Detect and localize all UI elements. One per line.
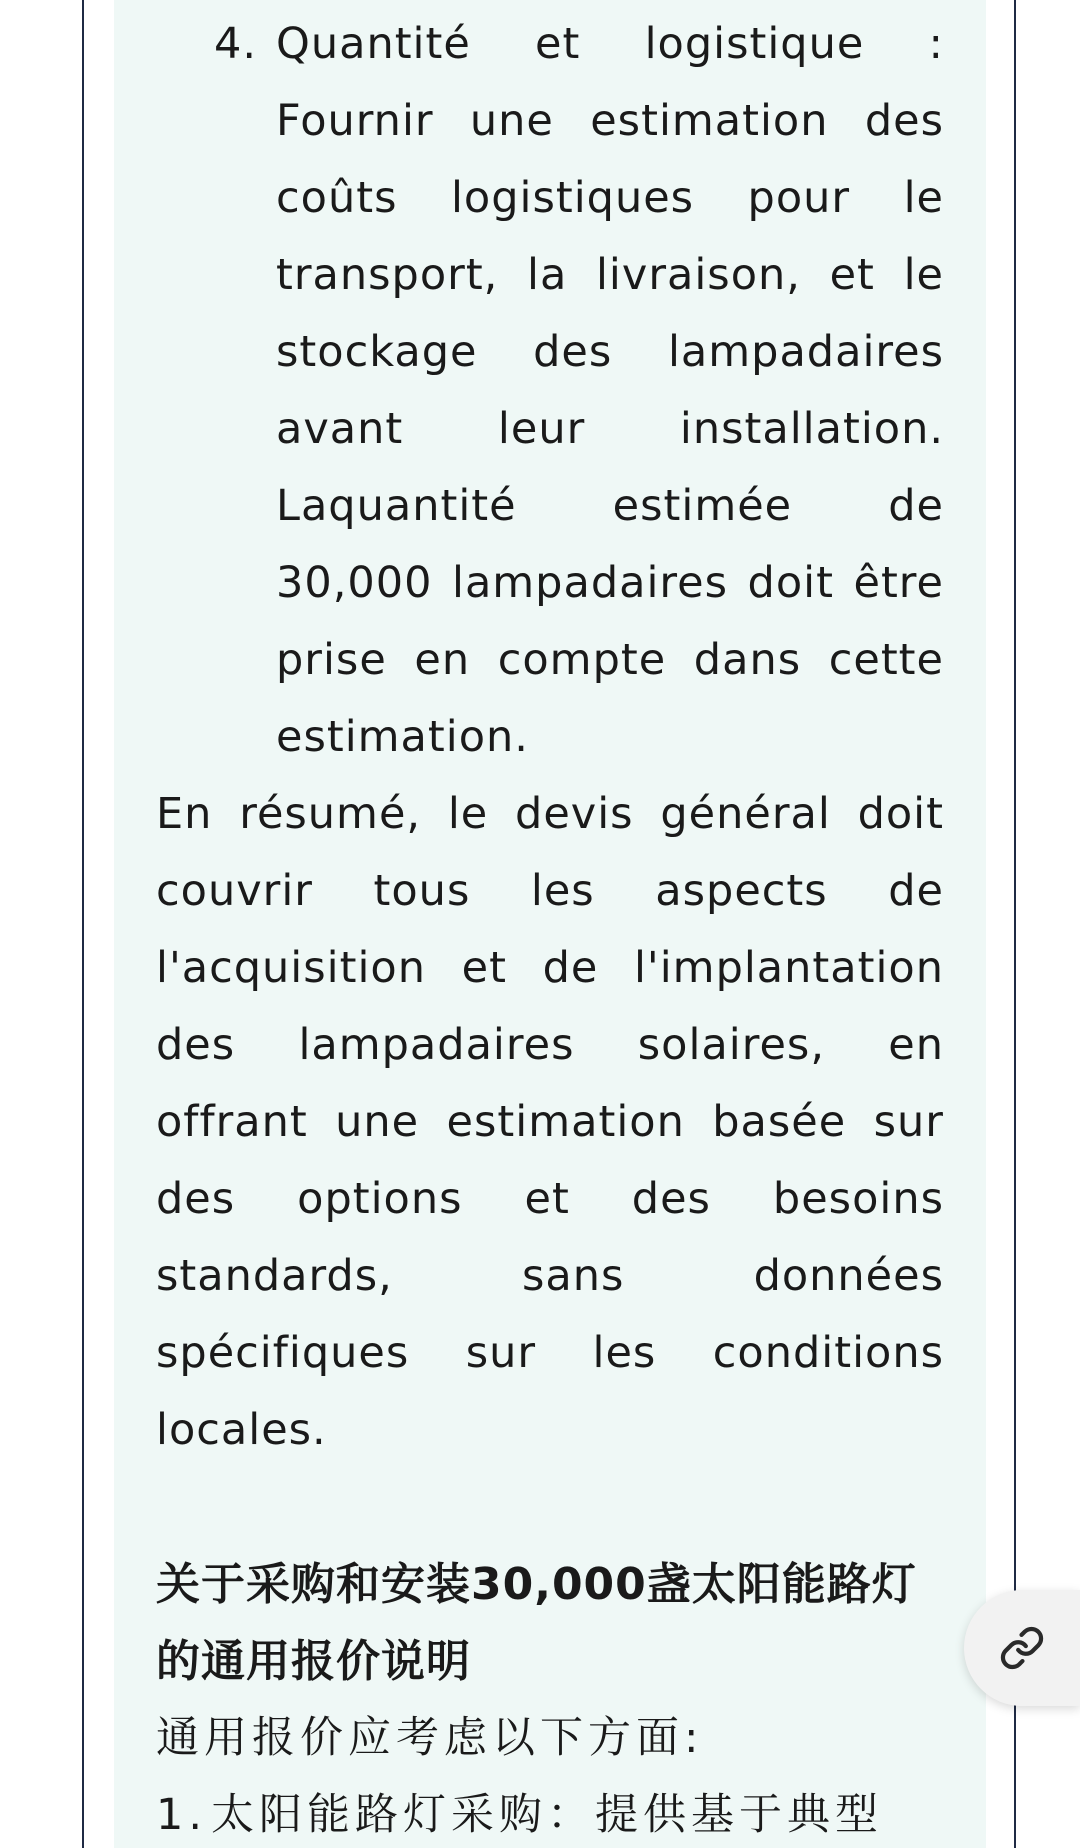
message-content: [156, 6, 944, 1848]
list-item: [156, 1777, 944, 1848]
copy-link-button[interactable]: [964, 1590, 1080, 1706]
summary-paragraph: En résumé, le devis général doit couvrir tous les aspects de l'acquisition et de l'implantation des lampadaires solaires, en offrant une estimation basée sur des options et des besoins standards, sans données spécifiques sur les conditions locales.: [156, 789, 944, 1455]
paragraph-spacer: [156, 1469, 944, 1546]
list-item: [156, 6, 944, 776]
list-item-text: Quantité et logistique : Fournir une estimation des coûts logistiques pour le transport, la livraison, et le stockage des lampadaires avant leur installation. Laquantité estimée de 30,000 lampadaires doit être prise en compte dans cette estimation.: [276, 19, 944, 762]
intro-paragraph: 通用报价应考虑以下方面:: [156, 1713, 704, 1763]
list-item-text: 太阳能路灯采购：提供基于典型: [211, 1790, 883, 1840]
list-marker: 1.: [156, 1790, 208, 1840]
list-marker: 4.: [214, 19, 258, 69]
section-heading: 关于采购和安装30,000盏太阳能路灯的通用报价说明: [156, 1559, 917, 1687]
link-icon: [999, 1625, 1045, 1671]
